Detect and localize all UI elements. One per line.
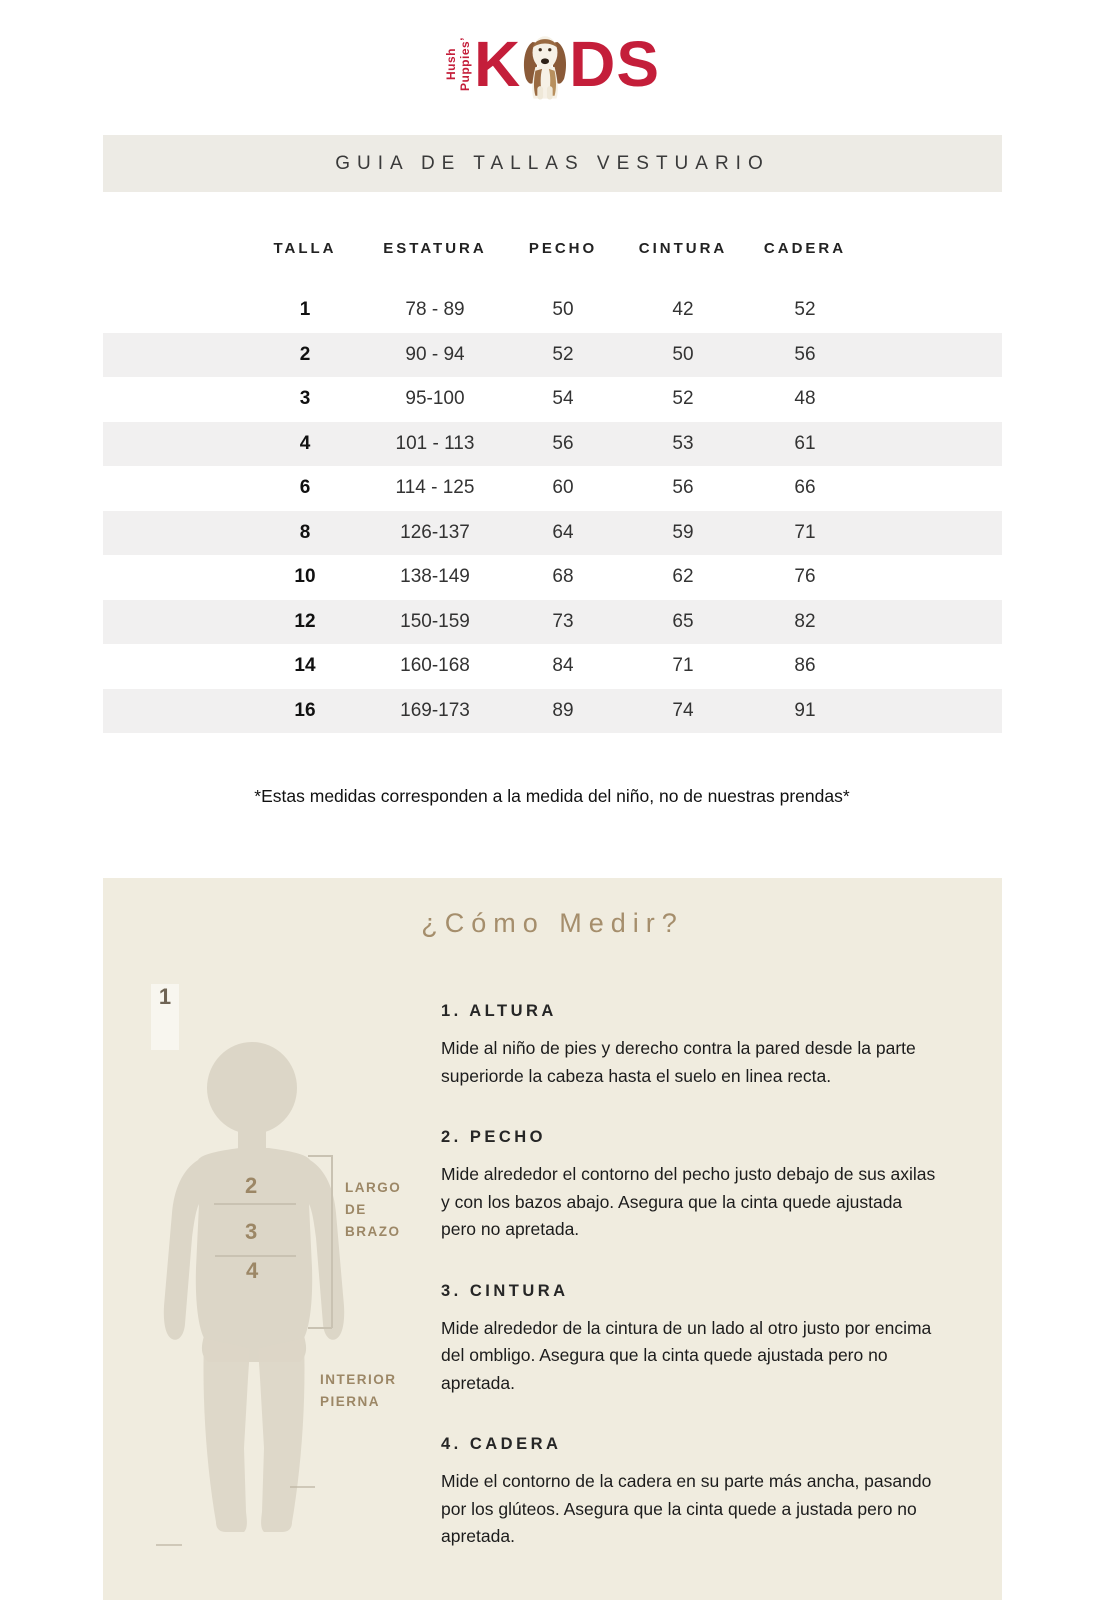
cell-pecho: 56 — [552, 432, 574, 454]
how-to-measure-title: ¿Cómo Medir? — [421, 908, 684, 938]
cell-cadera: 61 — [794, 432, 816, 454]
cell-estatura: 138-149 — [400, 566, 470, 588]
cell-estatura: 90 - 94 — [405, 343, 465, 365]
cell-cintura: 42 — [672, 299, 694, 321]
child-measurement-figure — [103, 878, 441, 1600]
cell-cintura: 74 — [672, 699, 694, 721]
inseam-tick — [290, 1486, 315, 1488]
cell-cintura: 62 — [672, 566, 694, 588]
col-header-estatura: ESTATURA — [383, 239, 487, 257]
figure-marker-2: 2 — [245, 1173, 258, 1198]
cell-pecho: 60 — [552, 477, 574, 499]
arm-length-tick-bottom — [308, 1327, 332, 1329]
col-header-cadera: CADERA — [763, 239, 847, 257]
logo-letter-k: K — [473, 28, 522, 100]
size-table — [103, 226, 1002, 733]
cell-pecho: 84 — [552, 655, 574, 677]
step-heading: 2. PECHO — [441, 1128, 547, 1146]
cell-cadera: 82 — [794, 610, 816, 632]
cell-talla: 14 — [294, 655, 316, 677]
cell-talla: 6 — [299, 477, 311, 499]
step-body: Mide alrededor de la cintura de un lado al otro justo por encima del ombligo. Asegura que la cinta quede ajustada pero no apretada. — [441, 1317, 932, 1393]
arm-length-label: LARGO DE BRAZO — [345, 1180, 402, 1239]
cell-cintura: 50 — [672, 343, 694, 365]
step-heading: 3. CINTURA — [441, 1281, 569, 1300]
cell-cintura: 53 — [672, 432, 694, 454]
step-body: Mide el contorno de la cadera en su parte más ancha, pasando por los glúteos. Asegura que la cinta quede a justada pero no apretada. — [441, 1471, 932, 1546]
cell-talla: 2 — [299, 343, 311, 365]
table-row — [103, 377, 1002, 422]
cell-estatura: 169-173 — [400, 699, 470, 721]
col-header-cintura: CINTURA — [638, 239, 728, 257]
figure-marker-3: 3 — [245, 1219, 258, 1244]
cell-estatura: 160-168 — [400, 655, 470, 677]
table-row — [103, 422, 1002, 467]
how-to-measure-section — [103, 878, 1002, 1600]
step-pecho — [441, 1128, 941, 1244]
table-header-row — [103, 226, 1002, 270]
table-row — [103, 644, 1002, 689]
cell-estatura: 95-100 — [405, 388, 465, 410]
cell-cadera: 66 — [794, 477, 816, 499]
table-row — [103, 333, 1002, 378]
figure-marker-4: 4 — [246, 1258, 259, 1283]
brand-vertical-text: Hush Puppies’ — [443, 37, 472, 92]
cell-cadera: 91 — [794, 699, 816, 721]
step-heading: 1. ALTURA — [441, 1002, 557, 1020]
cell-talla: 1 — [299, 299, 311, 321]
table-row — [103, 600, 1002, 645]
cell-pecho: 73 — [552, 610, 574, 632]
cell-talla: 3 — [299, 388, 311, 410]
measurements-footnote: *Estas medidas corresponden a la medida del niño, no de nuestras prendas* — [254, 786, 850, 806]
cell-cadera: 52 — [794, 299, 816, 321]
waist-measure-line — [215, 1255, 296, 1257]
step-body: Mide al niño de pies y derecho contra la pared desde la parte superiorde la cabeza hasta el suelo en linea recta. — [441, 1038, 916, 1086]
cell-cadera: 76 — [794, 566, 816, 588]
step-cintura — [441, 1282, 941, 1398]
figure-marker-1: 1 — [151, 984, 179, 1050]
cell-cadera: 56 — [794, 343, 816, 365]
table-row — [103, 288, 1002, 333]
logo-letters-ds: DS — [569, 28, 661, 100]
step-heading: 4. CADERA — [441, 1435, 562, 1453]
table-row — [103, 466, 1002, 511]
cell-estatura: 126-137 — [400, 521, 470, 543]
cell-cadera: 86 — [794, 655, 816, 677]
cell-pecho: 89 — [552, 699, 574, 721]
cell-talla: 12 — [294, 610, 316, 632]
cell-pecho: 64 — [552, 521, 574, 543]
step-altura — [441, 1002, 941, 1090]
cell-pecho: 50 — [552, 299, 574, 321]
cell-cintura: 52 — [672, 388, 694, 410]
cell-estatura: 101 - 113 — [395, 432, 475, 454]
cell-pecho: 52 — [552, 343, 574, 365]
cell-cintura: 71 — [672, 655, 694, 677]
brand-logo — [0, 18, 1104, 110]
cell-pecho: 54 — [552, 388, 574, 410]
step-body: Mide alrededor el contorno del pecho justo debajo de sus axilas y con los bazos abajo. Asegura que la cinta quede ajustada pero no apretada. — [441, 1164, 936, 1239]
cell-estatura: 150-159 — [400, 610, 470, 632]
step-cadera — [441, 1435, 941, 1551]
basset-hound-icon — [522, 27, 568, 110]
cell-cintura: 65 — [672, 610, 694, 632]
cell-cintura: 56 — [672, 477, 694, 499]
cell-talla: 4 — [299, 432, 311, 454]
table-row — [103, 689, 1002, 734]
col-header-talla: TALLA — [273, 239, 337, 257]
col-header-pecho: PECHO — [528, 239, 598, 257]
cell-pecho: 68 — [552, 566, 574, 588]
cell-talla: 16 — [294, 699, 316, 721]
cell-cadera: 48 — [794, 388, 816, 410]
inseam-label: INTERIOR PIERNA — [320, 1372, 397, 1409]
arm-length-line — [331, 1155, 333, 1328]
cell-estatura: 78 - 89 — [405, 299, 465, 321]
cell-cadera: 71 — [794, 521, 816, 543]
chest-measure-line — [214, 1203, 296, 1205]
child-silhouette — [98, 1008, 420, 1600]
size-guide-title-bar — [103, 135, 1002, 192]
size-guide-title: GUIA DE TALLAS VESTUARIO — [335, 152, 770, 174]
cell-talla: 8 — [299, 521, 311, 543]
cell-estatura: 114 - 125 — [395, 477, 475, 499]
table-row — [103, 511, 1002, 556]
arm-length-tick-top — [308, 1155, 332, 1157]
floor-tick — [156, 1544, 182, 1546]
cell-talla: 10 — [294, 566, 316, 588]
measuring-steps — [441, 1002, 941, 1589]
table-row — [103, 555, 1002, 600]
cell-cintura: 59 — [672, 521, 694, 543]
